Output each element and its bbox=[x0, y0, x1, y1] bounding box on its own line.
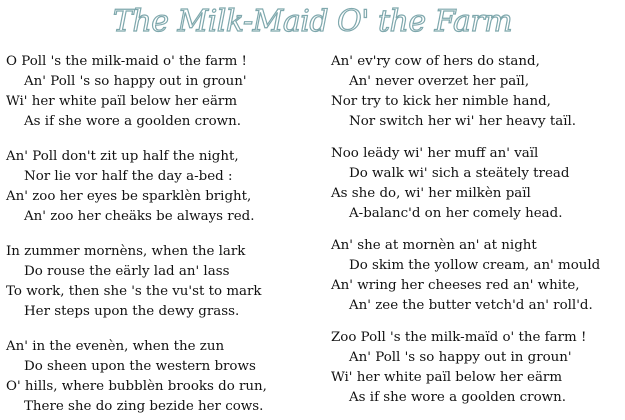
verse-line: An' Poll 's so happy out in groun' bbox=[349, 350, 572, 365]
verse-line: Do skim the yollow cream, an' mould bbox=[349, 258, 601, 273]
stanza bbox=[6, 337, 311, 417]
verse-line: An' she at mornèn an' at night bbox=[331, 238, 537, 253]
verse-line: An' ev'ry cow of hers do stand, bbox=[331, 54, 540, 69]
verse-line: O' hills, where bubblèn brooks do run, bbox=[6, 379, 267, 394]
poem-title: The Milk-Maid O' the Farm bbox=[112, 4, 513, 39]
verse-line: Noo leädy wi' her muff an' vaïl bbox=[331, 146, 539, 161]
verse-line: Nor lie vor half the day a-bed : bbox=[24, 169, 233, 184]
verse-line: Do walk wi' sich a steätely tread bbox=[349, 166, 570, 181]
verse-line: An' Poll don't zit up half the night, bbox=[6, 149, 239, 164]
verse-line: An' never overzet her païl, bbox=[349, 74, 530, 89]
verse-line: An' wring her cheeses red an' white, bbox=[331, 278, 580, 293]
verse-line: An' zoo her eyes be sparklèn bright, bbox=[6, 189, 252, 204]
verse-line: Wi' her white païl below her eärm bbox=[6, 94, 238, 109]
stanza bbox=[331, 52, 623, 132]
stanza bbox=[331, 236, 623, 316]
verse-line: An' zoo her cheäks be always red. bbox=[24, 209, 255, 224]
verse-line: Wi' her white païl below her eärm bbox=[331, 370, 563, 385]
verse-line: As if she wore a goolden crown. bbox=[24, 114, 241, 129]
verse-line: Nor try to kick her nimble hand, bbox=[331, 94, 551, 109]
stanza bbox=[6, 242, 311, 322]
verse-line: As she do, wi' her milkèn païl bbox=[331, 186, 531, 201]
verse-line: An' in the evenèn, when the zun bbox=[6, 339, 225, 354]
verse-line: Do sheen upon the western brows bbox=[24, 359, 256, 374]
stanza bbox=[6, 147, 311, 227]
verse-line: Do rouse the eärly lad an' lass bbox=[24, 264, 230, 279]
stanza bbox=[331, 328, 623, 408]
verse-line: Nor switch her wi' her heavy taïl. bbox=[349, 114, 577, 129]
verse-line: An' zee the butter vetch'd an' roll'd. bbox=[349, 298, 593, 313]
verse-line: O Poll 's the milk-maid o' the farm ! bbox=[6, 54, 247, 69]
verse-line: A-balanc'd on her comely head. bbox=[349, 206, 563, 221]
stanza bbox=[331, 144, 623, 224]
verse-line: Zoo Poll 's the milk-maïd o' the farm ! bbox=[331, 330, 587, 345]
verse-line: Her steps upon the dewy grass. bbox=[24, 304, 240, 319]
verse-line: As if she wore a goolden crown. bbox=[349, 390, 566, 405]
verse-line: An' Poll 's so happy out in groun' bbox=[24, 74, 247, 89]
verse-line: There she do zing bezide her cows. bbox=[24, 399, 264, 414]
verse-line: To work, then she 's the vu'st to mark bbox=[6, 284, 262, 299]
left-column bbox=[6, 52, 311, 417]
right-column bbox=[331, 52, 623, 420]
stanza bbox=[6, 52, 311, 132]
verse-line: In zummer mornèns, when the lark bbox=[6, 244, 246, 259]
